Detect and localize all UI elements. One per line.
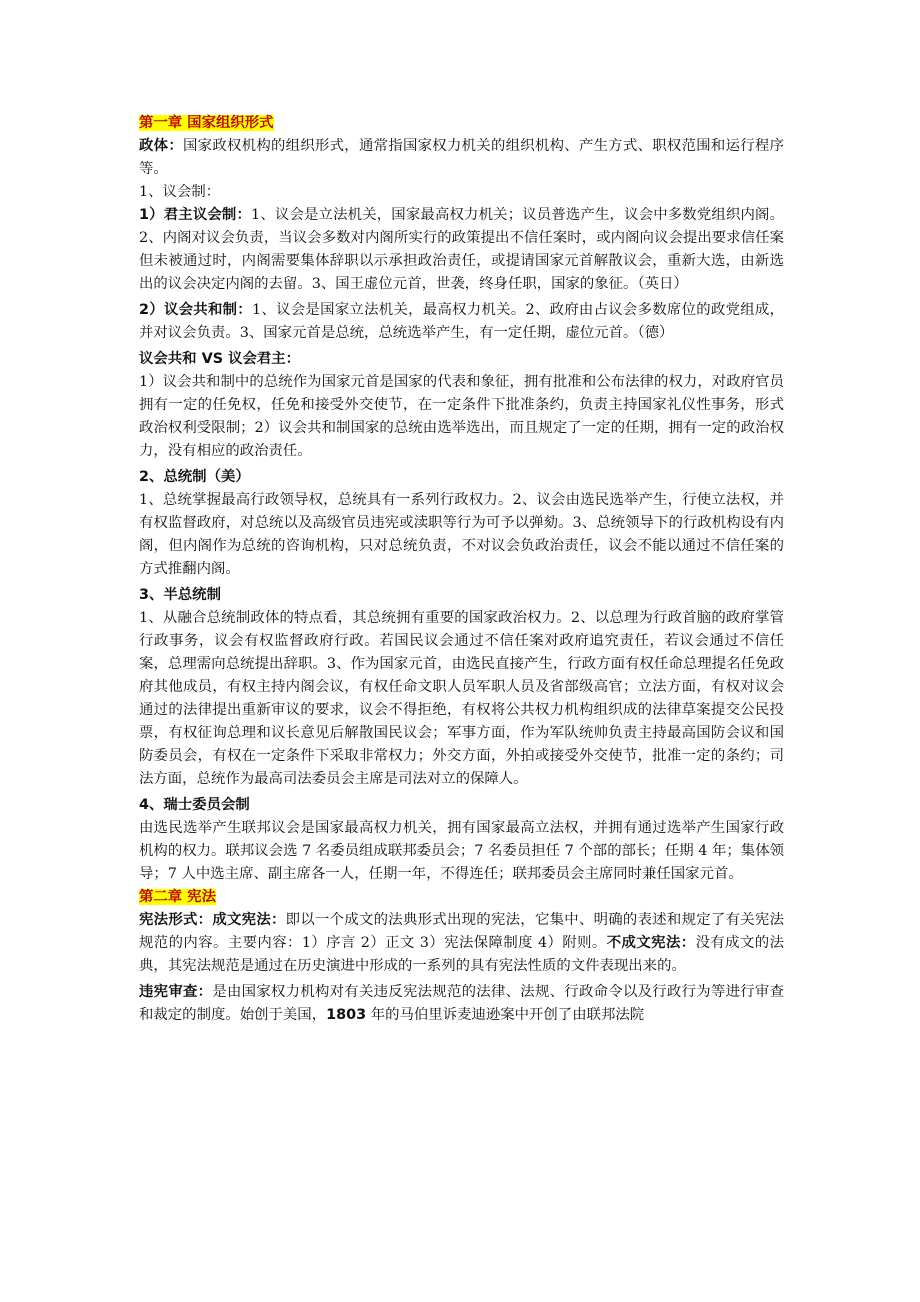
- text-chengwen: 即以一个成文的法典形式出现的宪法，它集中、明确的表述和规定了有关宪法规范的内容。主要内容：1）序言 2）正文 3）宪法保障制度 4）附则。: [139, 912, 784, 951]
- paragraph-vs: [139, 371, 784, 463]
- paragraph-gonghe: [139, 299, 784, 345]
- term-buchengwen: 不成文宪法：: [606, 935, 696, 951]
- paragraph-xingshi: [139, 909, 784, 978]
- paragraph-weixian: [139, 981, 784, 1027]
- heading-yihuizhi: [139, 181, 784, 204]
- chapter-1-heading: [139, 112, 784, 135]
- heading-ban: [139, 584, 784, 607]
- term-chengwen: 成文宪法：: [212, 912, 286, 928]
- paragraph-junzhu: [139, 204, 784, 296]
- term-zhengti: 政体：: [139, 138, 183, 154]
- text-vs: 1）议会共和制中的总统作为国家元首是国家的代表和象征，拥有批准和公布法律的权力，对政府官员拥有一定的任免权，任免和接受外交使节，在一定条件下批准条约，负责主持国家礼仪性事务，形式政治权利受限制；2）议会共和制国家的总统由选举选出，而且规定了一定的任期，拥有一定的政治权力，没有相应的政治责任。: [139, 374, 784, 459]
- chapter-2-title: 第二章 宪法: [139, 889, 216, 905]
- term-gonghe: 2）议会共和制：: [139, 302, 252, 318]
- chapter-1-title: 第一章 国家组织形式: [139, 115, 274, 131]
- paragraph-ruishi: [139, 817, 784, 886]
- heading-ruishi: [139, 794, 784, 817]
- text-yihuizhi: 1、议会制：: [139, 184, 221, 200]
- term-junzhu: 1）君主议会制：: [139, 207, 252, 223]
- text-junzhu: 1、议会是立法机关，国家最高权力机关；议员普选产生，议会中多数党组织内阁。2、内阁对议会负责，当议会多数对内阁所实行的政策提出不信任案时，或内阁向议会提出要求信任案但未被通过时，内阁需要集体辞职以示承担政治责任，或提请国家元首解散议会，重新大选，由新选出的议会决定内阁的去留。3、国王虚位元首，世袭，终身任职，国家的象征。（英日）: [139, 207, 784, 292]
- term-ruishi: 4、瑞士委员会制: [139, 797, 250, 813]
- paragraph-ban: [139, 607, 784, 791]
- paragraph-zhengti: [139, 135, 784, 181]
- text-buchengwen: 没有成文的法典，其宪法规范是通过在历史演进中形成的一系列的具有宪法性质的文件表现出来的。: [139, 935, 784, 974]
- term-xingshi: 宪法形式：: [139, 912, 213, 928]
- text-ruishi: 由选民选举产生联邦议会是国家最高权力机关，拥有国家最高立法权，并拥有通过选举产生国家行政机构的权力。联邦议会选 7 名委员组成联邦委员会；7 名委员担任 7 个部的部长；任期 4 年；集体领导；7 人中选主席、副主席各一人，任期一年，不得连任；联邦委员会主席同时兼任国家元首。: [139, 820, 784, 882]
- text-zhengti: 国家政权机构的组织形式，通常指国家权力机关的组织机构、产生方式、职权范围和运行程序等。: [139, 138, 784, 177]
- heading-zongtong: [139, 466, 784, 489]
- text-gonghe: 1、议会是国家立法机关，最高权力机关。2、政府由占议会多数席位的政党组成，并对议会负责。3、国家元首是总统，总统选举产生，有一定任期，虚位元首。（德）: [139, 302, 784, 341]
- text-weixian-tail: 年的马伯里诉麦迪逊案中开创了由联邦法院: [366, 1007, 645, 1023]
- text-weixian: 是由国家权力机构对有关违反宪法规范的法律、法规、行政命令以及行政行为等进行审查和裁定的制度。始创于美国，: [139, 984, 784, 1023]
- term-weixian: 违宪审查：: [139, 984, 213, 1000]
- year-1803: 1803: [326, 1007, 367, 1023]
- text-zongtong: 1、总统掌握最高行政领导权，总统具有一系列行政权力。2、议会由选民选举产生，行使立法权，并有权监督政府，对总统以及高级官员违宪或渎职等行为可予以弹劾。3、总统领导下的行政机构设有内阁，但内阁作为总统的咨询机构，只对总统负责，不对议会负政治责任，议会不能以通过不信任案的方式推翻内阁。: [139, 492, 784, 577]
- chapter-2-heading: [139, 886, 784, 909]
- paragraph-zongtong: [139, 489, 784, 581]
- document-page: [139, 112, 784, 1027]
- text-ban: 1、从融合总统制政体的特点看，其总统拥有重要的国家政治权力。2、以总理为行政首脑的政府掌管行政事务，议会有权监督政府行政。若国民议会通过不信任案对政府追究责任，若议会通过不信任案，总理需向总统提出辞职。3、作为国家元首，由选民直接产生，行政方面有权任命总理提名任免政府其他成员，有权主持内阁会议，有权任命文职人员军职人员及省部级高官；立法方面，有权对议会通过的法律提出重新审议的要求，议会不得拒绝，有权将公共权力机构组织成的法律草案提交公民投票，有权征询总理和议长意见后解散国民议会；军事方面，作为军队统帅负责主持最高国防会议和国防委员会，有权在一定条件下采取非常权力；外交方面，外拍或接受外交使节，批准一定的条约；司法方面，总统作为最高司法委员会主席是司法对立的保障人。: [139, 610, 784, 787]
- heading-vs: [139, 348, 784, 371]
- term-ban: 3、半总统制: [139, 587, 221, 603]
- term-zongtong: 2、总统制（美）: [139, 469, 250, 485]
- term-vs: 议会共和 VS 议会君主：: [139, 351, 301, 367]
